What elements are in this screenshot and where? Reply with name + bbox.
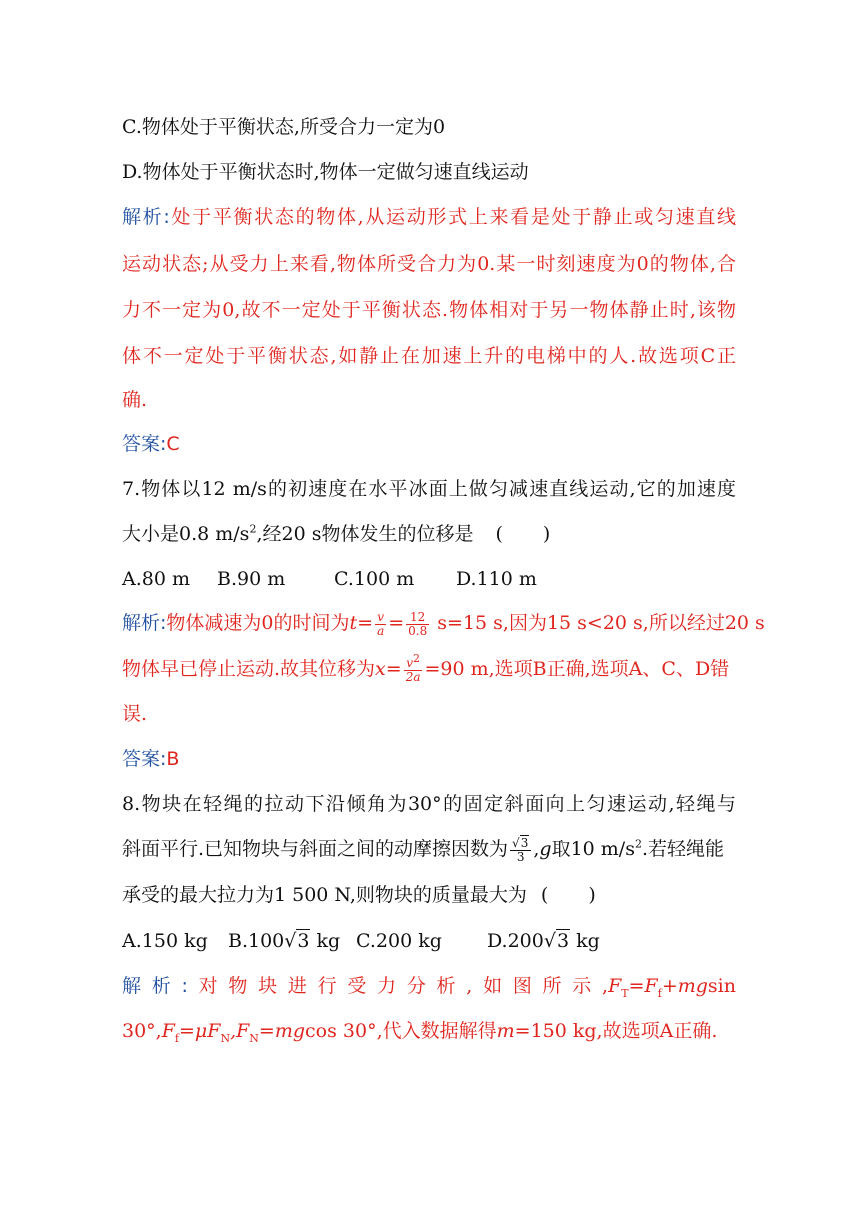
analysis-text-part: 30°, [122,1020,162,1042]
radicand: 3 [520,835,529,850]
frac-den: 2a [405,669,421,684]
equals: = [357,612,374,634]
option-unit: kg [570,930,600,952]
equals: = [388,612,405,634]
q8-option-a: A.150 kg [122,930,208,952]
q8-option-b: B.100√3 kg [228,930,341,952]
analysis-text-part: 物体早已停止运动.故其位移为 [122,658,376,680]
var-x: x [375,658,386,680]
q6-analysis-line-2: 运动状态;从受力上来看,物体所受合力为0.某一时刻速度为0的物体,合 [122,253,736,275]
fraction-v2-over-2a [404,651,423,684]
q6-analysis-line-4: 体不一定处于平衡状态,如静止在加速上升的电梯中的人.故选项C正 [122,345,736,367]
q8-option-d: D.200√3 kg [487,930,600,952]
q7-stem-line-1: 7.物体以12 m/s的初速度在水平冰面上做匀减速直线运动,它的加速度 [122,478,736,500]
q8-stem-text: 斜面平行.已知物块与斜面之间的动摩擦因数为 [122,838,509,860]
q7-stem-text: 大小是0.8 m/s [122,523,250,545]
q6-analysis-line-3: 力不一定为0,故不一定处于平衡状态.物体相对于另一物体静止时,该物 [122,299,736,321]
var-m: m [496,1020,515,1042]
frac-den: a [377,623,385,638]
answer-paren-close: ) [588,884,596,906]
fraction-sqrt3-over-3 [510,837,531,864]
q8-stem-text: 取10 m/s [551,838,635,860]
q7-option-d: D.110 m [456,568,537,590]
q6-analysis-line-5: 确. [122,389,148,411]
fraction-12-over-0.8 [406,611,429,638]
q7-option-c: C.100 m [334,568,415,590]
formula-part: +mg [661,975,708,997]
radicand: 3 [556,930,570,952]
analysis-text-part: 物体减速为0的时间为 [166,612,350,634]
q8-stem-line-2 [122,836,724,864]
analysis-text-part: s=15 s,因为15 s<20 s,所以经过20 s [431,612,765,634]
q8-option-c: C.200 kg [356,930,442,952]
q7-analysis-line-1 [122,610,765,638]
subscript: T [621,986,629,1000]
var-v: v [406,655,413,670]
answer-label: 答案: [122,748,167,770]
q6-analysis-line-1 [122,204,736,230]
exp: 2 [412,651,420,665]
comma: , [533,838,540,860]
q7-option-a: A.80 m [122,568,190,590]
analysis-text-part: =90 m,选项B正确,选项A、C、D错 [424,658,730,680]
q8-stem-text: .若轻绳能 [641,838,724,860]
q7-analysis-line-3: 误. [122,703,148,725]
answer-paren-close: ) [542,523,551,545]
q7-stem-text-2: ,经20 s物体发生的位移是 [256,523,474,545]
analysis-text [187,975,736,1000]
q8-stem-line-1: 8.物块在轻绳的拉动下沿倾角为30°的固定斜面向上匀速运动,轻绳与 [122,793,736,815]
option-text: D.200 [487,930,544,952]
q7-answer [122,746,179,772]
option-unit: kg [310,930,341,952]
q6-option-d: D.物体处于平衡状态时,物体一定做匀速直线运动 [122,161,529,183]
q8-analysis-line-1 [122,973,736,999]
subscript: f [174,1031,179,1045]
answer-paren-open: ( [540,884,549,906]
frac-num: 12 [406,611,429,625]
radicand: 3 [297,930,310,952]
analysis-text-part: cos 30°,代入数据解得 [305,1020,497,1042]
var-g: g [539,838,552,860]
analysis-text-part: =150 kg,故选项A正确. [514,1020,718,1042]
subscript: N [249,1031,259,1045]
formula-part: =mg [258,1020,306,1042]
q8-analysis-line-2 [122,1018,717,1044]
analysis-label: 解析: [122,975,188,997]
frac-num [404,651,423,671]
subscript: f [657,986,662,1000]
answer-label: 答案: [122,433,167,455]
subscript: N [220,1031,231,1045]
var-F: F [161,1020,175,1042]
q7-analysis-line-2 [122,651,730,684]
option-text: B.100 [228,930,285,952]
analysis-text: 处于平衡状态的物体,从运动形式上来看是处于静止或匀速直线 [169,206,736,228]
answer-paren-open: ( [495,523,503,545]
q7-option-b: B.90 m [217,568,286,590]
var-F: F [608,975,622,997]
formula-part: ,F [230,1020,250,1042]
analysis-label: 解析: [122,612,167,634]
formula-part: =F [628,975,658,997]
q8-stem-text: 承受的最大拉力为1 500 N,则物块的质量最大为 [122,884,527,906]
q8-stem-line-3 [122,882,596,908]
answer-value: B [166,748,180,770]
fraction-v-over-a [375,611,386,638]
frac-num: v [375,611,386,625]
analysis-label: 解析: [122,206,170,228]
formula-part: =μF [178,1020,221,1042]
q6-answer [122,431,180,457]
formula-part: sin [707,975,736,997]
q7-stem-line-2 [122,521,550,547]
q7-stem-sup: 2 [249,522,257,536]
analysis-text-part: 对物块进行受力分析,如图所示, [187,975,609,997]
q6-option-c: C.物体处于平衡状态,所受合力一定为0 [122,116,446,138]
frac-den: 3 [516,849,525,864]
equals: = [385,658,402,680]
var-t: t [349,612,358,634]
frac-num: √3 [510,837,531,851]
answer-value: C [166,433,180,455]
analysis-text [166,609,765,638]
exp: 2 [634,837,642,851]
frac-den: 0.8 [408,623,428,638]
